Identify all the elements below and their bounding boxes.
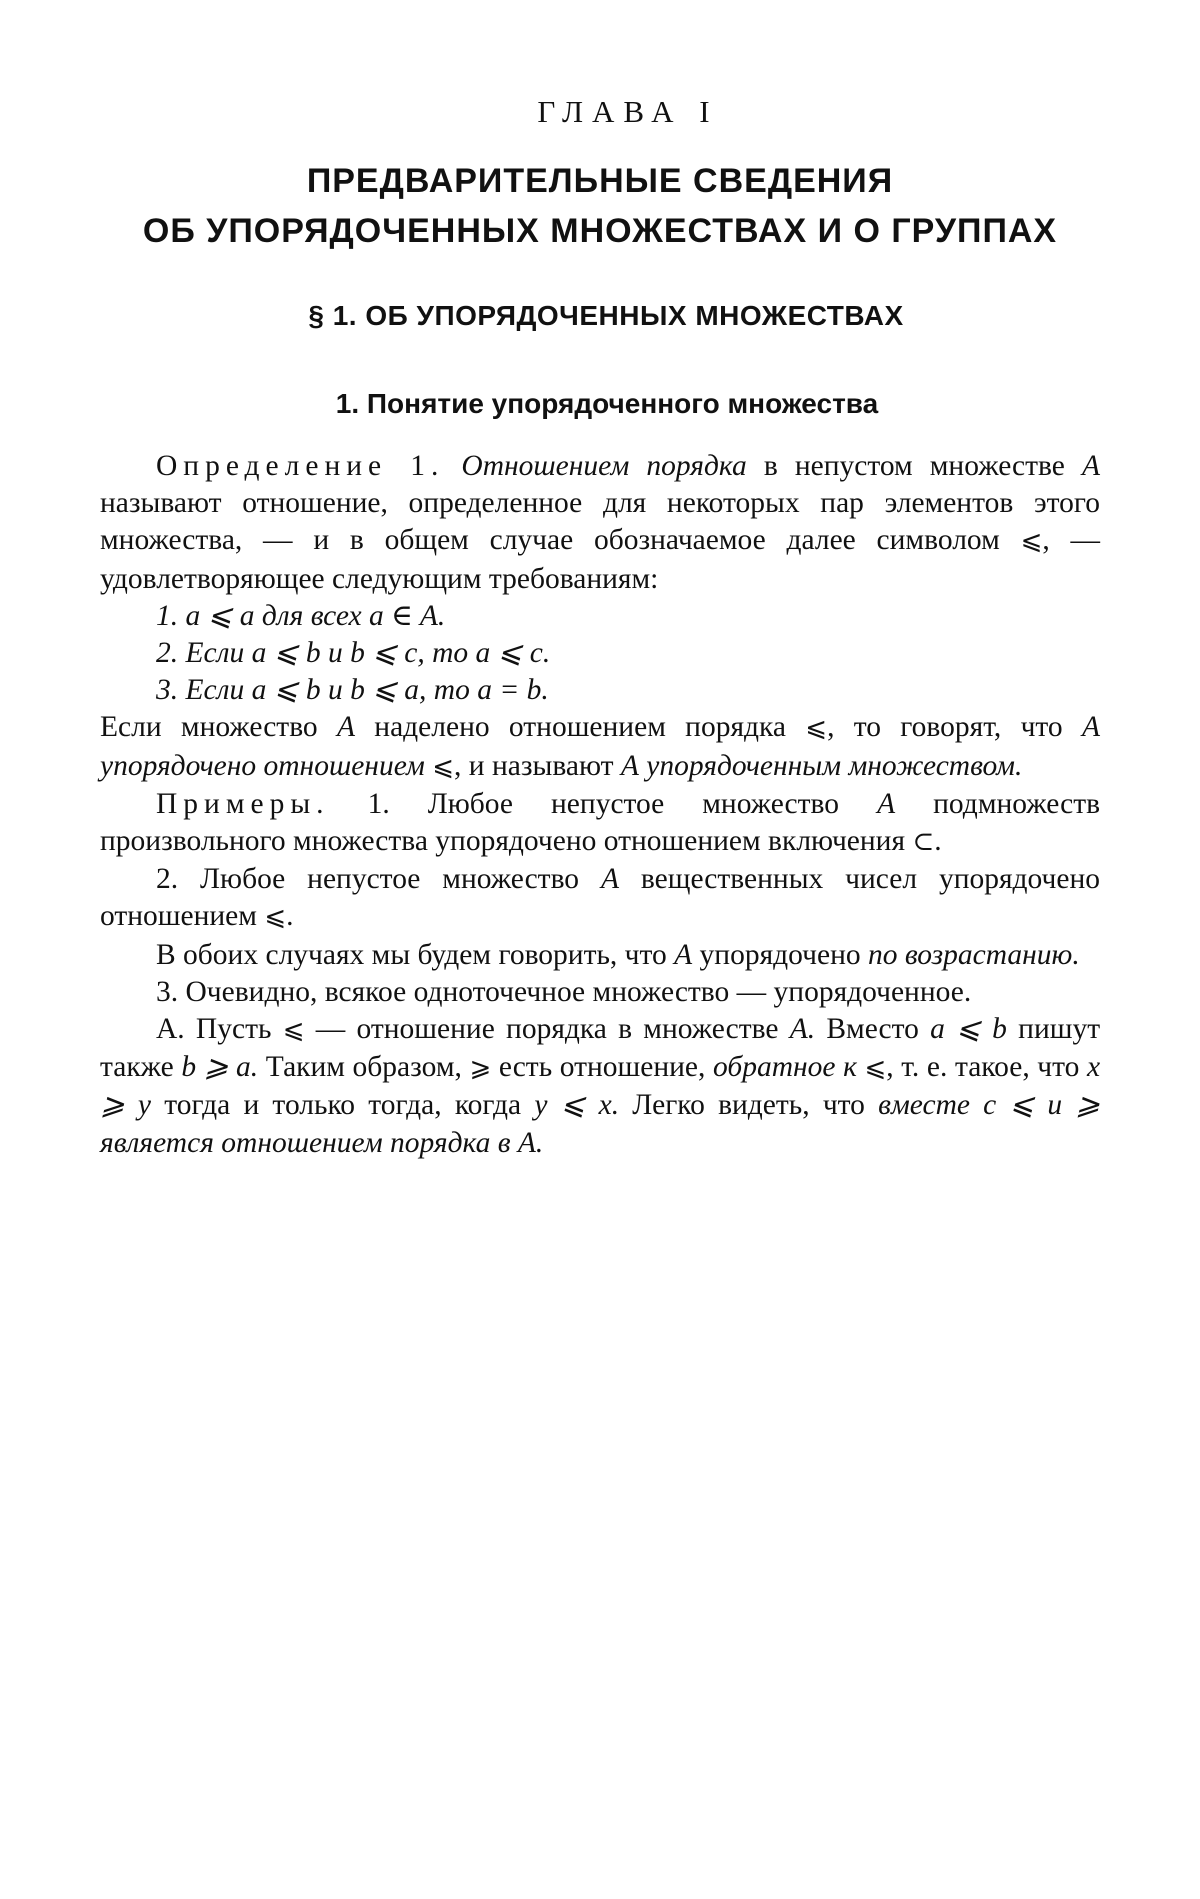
definition-followup <box>100 709 1100 785</box>
body-text <box>100 448 1100 1162</box>
expr-b-geq-a: b ⩾ a. <box>181 1051 259 1084</box>
section-title: § 1. ОБ УПОРЯДОЧЕННЫХ МНОЖЕСТВАХ <box>308 300 904 331</box>
expr-x-geq-y: x ⩾ y <box>100 1051 1101 1122</box>
example-2 <box>100 861 1100 936</box>
subsection-title: 1. Понятие упорядоченного множества <box>335 388 879 419</box>
example-1-text-b: подмножеств произвольного множества упорядочено отношением включения <box>100 787 1101 858</box>
expr-a-leq-b: a ⩽ b <box>930 1013 1007 1046</box>
both-cases-paragraph <box>100 937 1100 974</box>
definition-term: Отношением порядка <box>461 450 747 482</box>
examples-label: Примеры. <box>156 787 330 820</box>
remark-text-h: тогда и только тогда, когда <box>164 1089 522 1122</box>
remark-text-i: Легко видеть, что <box>632 1089 865 1122</box>
example-2-text-a: 2. Любое непустое множество <box>156 863 580 896</box>
remark-text-e: Таким образом, <box>265 1051 462 1084</box>
remark-a-paragraph <box>100 1011 1100 1162</box>
set-a: A <box>620 749 639 782</box>
together-term: вместе с ⩽ и ⩾ является отношением порядка в A. <box>100 1089 1101 1159</box>
followup-text-a: Если множество <box>100 711 318 744</box>
remark-text-c: Вместо <box>826 1013 919 1046</box>
leq-symbol: ⩽ <box>1020 526 1043 557</box>
set-a: A <box>877 787 896 820</box>
chapter-title <box>100 156 1100 256</box>
ordered-by-term: упорядочено отношением <box>100 749 425 782</box>
followup-text-d: , и называют <box>454 749 614 782</box>
definition-label: Определение 1. <box>156 450 445 482</box>
set-a: A <box>600 863 619 896</box>
example-1-end: . <box>934 825 942 858</box>
set-a: A <box>674 938 693 971</box>
requirement-1: 1. a ⩽ a для всех a ∈ A. <box>156 599 446 632</box>
set-a: A <box>336 711 355 744</box>
ascending-term: по возрастанию. <box>868 938 1080 971</box>
chapter-title-line-1: ПРЕДВАРИТЕЛЬНЫЕ СВЕДЕНИЯ <box>306 162 894 200</box>
both-cases-text-a: В обоих случаях мы будем говорить, что <box>156 938 667 971</box>
leq-symbol: ⩽ <box>805 713 828 744</box>
book-page <box>100 90 1100 1162</box>
remark-text-f: есть отношение, <box>498 1051 706 1084</box>
remark-text-g: , т. е. такое, что <box>886 1051 1080 1084</box>
requirement-2: 2. Если a ⩽ b и b ⩽ c, то a ⩽ c. <box>156 637 551 670</box>
definition-text-b: называют отношение, определенное для некоторых пар элементов этого множества, — и в общем случае обозначаемое далее символом <box>100 487 1100 557</box>
remark-text-b: — отношение порядка в множестве <box>315 1013 779 1046</box>
chapter-label: ГЛАВА I <box>537 94 719 129</box>
example-1-text-a: 1. Любое непустое множество <box>367 787 840 820</box>
set-a: A <box>1081 711 1100 744</box>
chapter-title-line-2: ОБ УПОРЯДОЧЕННЫХ МНОЖЕСТВАХ И О ГРУППАХ <box>142 212 1058 250</box>
leq-symbol: ⩽ <box>432 751 455 782</box>
followup-text-c: , то говорят, что <box>827 711 1063 744</box>
example-1 <box>100 786 1100 861</box>
set-a: A. <box>789 1013 816 1046</box>
example-2-end: . <box>286 900 294 933</box>
remark-text-d: пишут также <box>100 1013 1101 1084</box>
definition-text-a: в непустом множестве <box>763 450 1065 482</box>
definition-text-c: , — удовлетворяющее следующим требованиям: <box>100 524 1101 595</box>
definition-paragraph <box>100 448 1100 598</box>
remark-text-a: А. Пусть <box>156 1013 272 1046</box>
subset-symbol: ⊂ <box>912 827 935 858</box>
leq-symbol: ⩽ <box>864 1053 887 1084</box>
requirement-3: 3. Если a ⩽ b и b ⩽ a, то a = b. <box>156 674 549 707</box>
both-cases-text-b: упорядочено <box>699 938 861 971</box>
followup-text-b: наделено отношением порядка <box>374 711 786 744</box>
example-3: 3. Очевидно, всякое одноточечное множество — упорядоченное. <box>156 975 972 1008</box>
expr-y-leq-x: y ⩽ x. <box>534 1089 620 1122</box>
ordered-set-term: упорядоченным множеством. <box>646 749 1023 782</box>
leq-symbol: ⩽ <box>264 902 287 933</box>
set-a: A <box>1081 450 1100 482</box>
leq-symbol: ⩽ <box>282 1015 305 1046</box>
geq-symbol: ⩾ <box>469 1053 492 1084</box>
inverse-term: обратное к <box>713 1051 857 1084</box>
example-2-text-b: вещественных чисел упорядочено отношением <box>100 863 1101 933</box>
